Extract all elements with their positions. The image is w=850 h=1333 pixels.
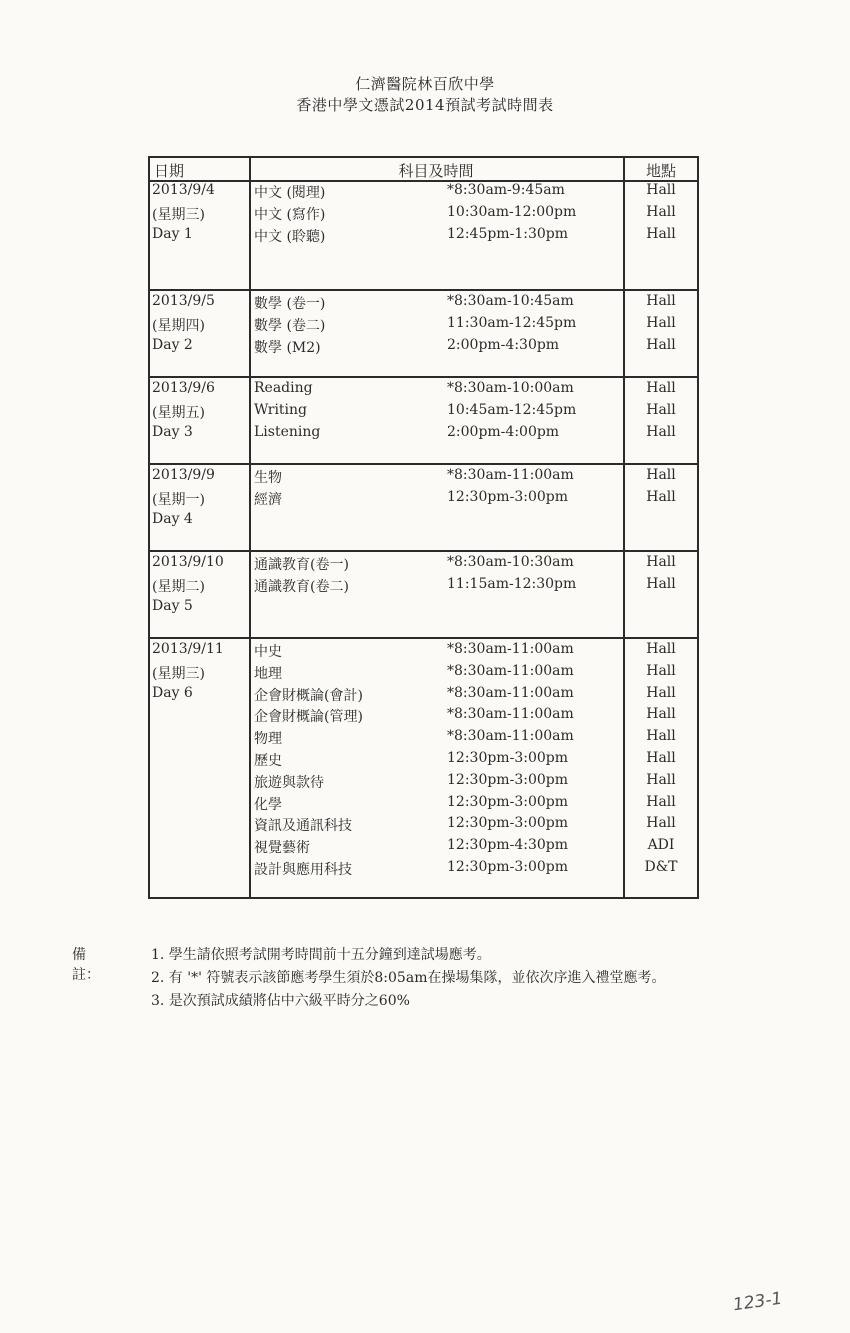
- exam-row: [150, 772, 697, 793]
- day-weekday: (星期三): [152, 665, 205, 682]
- exam-row: [150, 794, 697, 815]
- exam-subject: 中文 (閱理): [254, 185, 326, 201]
- day-day: Day 1: [152, 225, 193, 242]
- exam-subject: 設計與應用科技: [254, 862, 352, 878]
- exam-row: [150, 728, 697, 749]
- day-date: 2013/9/9: [152, 467, 215, 483]
- exam-venue: Hall: [646, 182, 676, 198]
- exam-time: 12:30pm-3:00pm: [447, 750, 568, 766]
- exam-row: [150, 489, 697, 510]
- exam-time: 2:00pm-4:00pm: [447, 423, 560, 440]
- exam-row: [150, 467, 697, 488]
- exam-timetable: [148, 156, 699, 899]
- day-block: [150, 639, 697, 897]
- exam-row: [150, 685, 697, 706]
- exam-time: 12:30pm-3:00pm: [447, 488, 568, 505]
- document-title: 香港中學文憑試2014預試考試時間表: [296, 96, 554, 114]
- exam-venue: Hall: [646, 641, 676, 657]
- exam-row: [150, 750, 697, 771]
- note-item: 2. 有 '*' 符號表示該節應考學生須於8:05am在操場集隊，並依次序進入禮堂應考。: [151, 970, 666, 986]
- exam-subject: 化學: [254, 796, 282, 813]
- exam-venue: D&T: [644, 859, 678, 875]
- day-block: [150, 465, 697, 552]
- exam-time: *8:30am-10:45am: [447, 293, 574, 309]
- exam-venue: ADI: [647, 837, 675, 854]
- exam-row: [150, 315, 697, 336]
- exam-time: *8:30am-11:00am: [447, 728, 574, 745]
- exam-subject: 通識教育(卷二): [254, 578, 349, 595]
- exam-time: 12:30pm-3:00pm: [447, 771, 568, 788]
- exam-time: *8:30am-10:30am: [447, 554, 574, 570]
- exam-venue: Hall: [646, 293, 676, 309]
- exam-row: [150, 859, 697, 880]
- exam-row: [150, 204, 697, 225]
- exam-subject: 歷史: [254, 753, 282, 769]
- exam-time: 12:45pm-1:30pm: [447, 225, 568, 242]
- table-header: [150, 158, 697, 182]
- day-day: Day 2: [152, 336, 193, 353]
- day-weekday: (星期三): [152, 206, 205, 223]
- exam-row: [150, 337, 697, 358]
- exam-subject: 生物: [254, 470, 282, 486]
- exam-row: [150, 837, 697, 858]
- exam-time: 2:00pm-4:30pm: [447, 336, 560, 353]
- day-block: [150, 378, 697, 465]
- exam-row: [150, 293, 697, 314]
- exam-subject: 數學 (卷二): [254, 317, 326, 334]
- exam-row: [150, 402, 697, 423]
- exam-time: *8:30am-11:00am: [447, 706, 574, 723]
- exam-subject: Writing: [254, 401, 308, 418]
- day-day: Day 5: [152, 597, 193, 614]
- exam-time: 11:30am-12:45pm: [447, 314, 577, 331]
- exam-time: 12:30pm-3:00pm: [447, 815, 568, 832]
- header-subject-time: 科目及時間: [398, 162, 474, 180]
- exam-time: *8:30am-10:00am: [447, 380, 574, 396]
- exam-venue: Hall: [646, 467, 676, 483]
- handwritten-page-mark: 123-1: [731, 1288, 784, 1316]
- exam-venue: Hall: [646, 706, 676, 723]
- note-item: 3. 是次預試成績將佔中六級平時分之60%: [151, 993, 410, 1009]
- exam-venue: Hall: [646, 750, 676, 766]
- exam-subject: 物理: [254, 731, 282, 748]
- exam-venue: Hall: [646, 423, 676, 440]
- header-date: 日期: [154, 162, 185, 180]
- exam-time: 12:30pm-3:00pm: [447, 793, 568, 810]
- exam-venue: Hall: [646, 225, 676, 242]
- exam-row: [150, 424, 697, 445]
- day-weekday: (星期二): [152, 578, 205, 595]
- exam-subject: 企會財概論(管理): [254, 709, 363, 726]
- exam-subject: 企會財概論(會計): [254, 687, 363, 704]
- exam-venue: Hall: [646, 336, 676, 353]
- exam-subject: 中史: [254, 644, 282, 660]
- day-date: 2013/9/6: [152, 380, 215, 396]
- day-day: Day 3: [152, 423, 193, 440]
- exam-subject: Listening: [254, 423, 321, 440]
- exam-subject: 通識教育(卷一): [254, 557, 349, 573]
- day-weekday: (星期五): [152, 404, 205, 421]
- day-block: [150, 552, 697, 639]
- exam-venue: Hall: [646, 488, 676, 505]
- exam-time: 10:30am-12:00pm: [447, 203, 577, 220]
- exam-row: [150, 815, 697, 836]
- exam-subject: Reading: [254, 380, 313, 396]
- day-day: Day 4: [152, 510, 193, 527]
- day-day: Day 6: [152, 684, 193, 701]
- exam-row: [150, 706, 697, 727]
- exam-subject: 資訊及通訊科技: [254, 818, 352, 835]
- exam-time: *8:30am-11:00am: [447, 684, 574, 701]
- day-block: [150, 180, 697, 291]
- note-item: 1. 學生請依照考試開考時間前十五分鐘到達試場應考。: [151, 947, 491, 963]
- day-date: 2013/9/10: [152, 554, 224, 570]
- exam-time: *8:30am-11:00am: [447, 662, 574, 679]
- exam-venue: Hall: [646, 728, 676, 745]
- exam-time: *8:30am-9:45am: [447, 182, 565, 198]
- exam-subject: 數學 (卷一): [254, 296, 326, 312]
- exam-venue: Hall: [646, 380, 676, 396]
- exam-row: [150, 380, 697, 401]
- exam-row: [150, 663, 697, 684]
- exam-time: 11:15am-12:30pm: [447, 575, 577, 592]
- notes-label: 備註：: [72, 947, 100, 983]
- exam-venue: Hall: [646, 554, 676, 570]
- exam-venue: Hall: [646, 314, 676, 331]
- day-block: [150, 291, 697, 378]
- header-venue: 地點: [645, 162, 676, 180]
- exam-subject: 視覺藝術: [254, 840, 310, 857]
- exam-venue: Hall: [646, 684, 676, 701]
- day-date: 2013/9/11: [152, 641, 224, 657]
- exam-row: [150, 182, 697, 203]
- day-date: 2013/9/4: [152, 182, 215, 198]
- day-date: 2013/9/5: [152, 293, 215, 309]
- exam-time: *8:30am-11:00am: [447, 641, 574, 657]
- exam-venue: Hall: [646, 771, 676, 788]
- exam-time: 10:45am-12:45pm: [447, 401, 577, 418]
- exam-row: [150, 226, 697, 247]
- exam-time: *8:30am-11:00am: [447, 467, 574, 483]
- exam-row: [150, 576, 697, 597]
- exam-subject: 旅遊與款待: [254, 774, 324, 791]
- exam-subject: 地理: [254, 665, 282, 682]
- exam-row: [150, 554, 697, 575]
- exam-subject: 中文 (聆聽): [254, 228, 326, 245]
- exam-venue: Hall: [646, 662, 676, 679]
- exam-subject: 中文 (寫作): [254, 206, 326, 223]
- day-weekday: (星期四): [152, 317, 205, 334]
- exam-time: 12:30pm-4:30pm: [447, 837, 568, 854]
- exam-venue: Hall: [646, 401, 676, 418]
- exam-row: [150, 641, 697, 662]
- exam-venue: Hall: [646, 203, 676, 220]
- exam-subject: 經濟: [254, 491, 282, 508]
- exam-subject: 數學 (M2): [254, 339, 321, 356]
- exam-venue: Hall: [646, 815, 676, 832]
- exam-venue: Hall: [646, 793, 676, 810]
- exam-time: 12:30pm-3:00pm: [447, 859, 568, 875]
- day-weekday: (星期一): [152, 491, 205, 508]
- exam-venue: Hall: [646, 575, 676, 592]
- school-name: 仁濟醫院林百欣中學: [355, 75, 495, 93]
